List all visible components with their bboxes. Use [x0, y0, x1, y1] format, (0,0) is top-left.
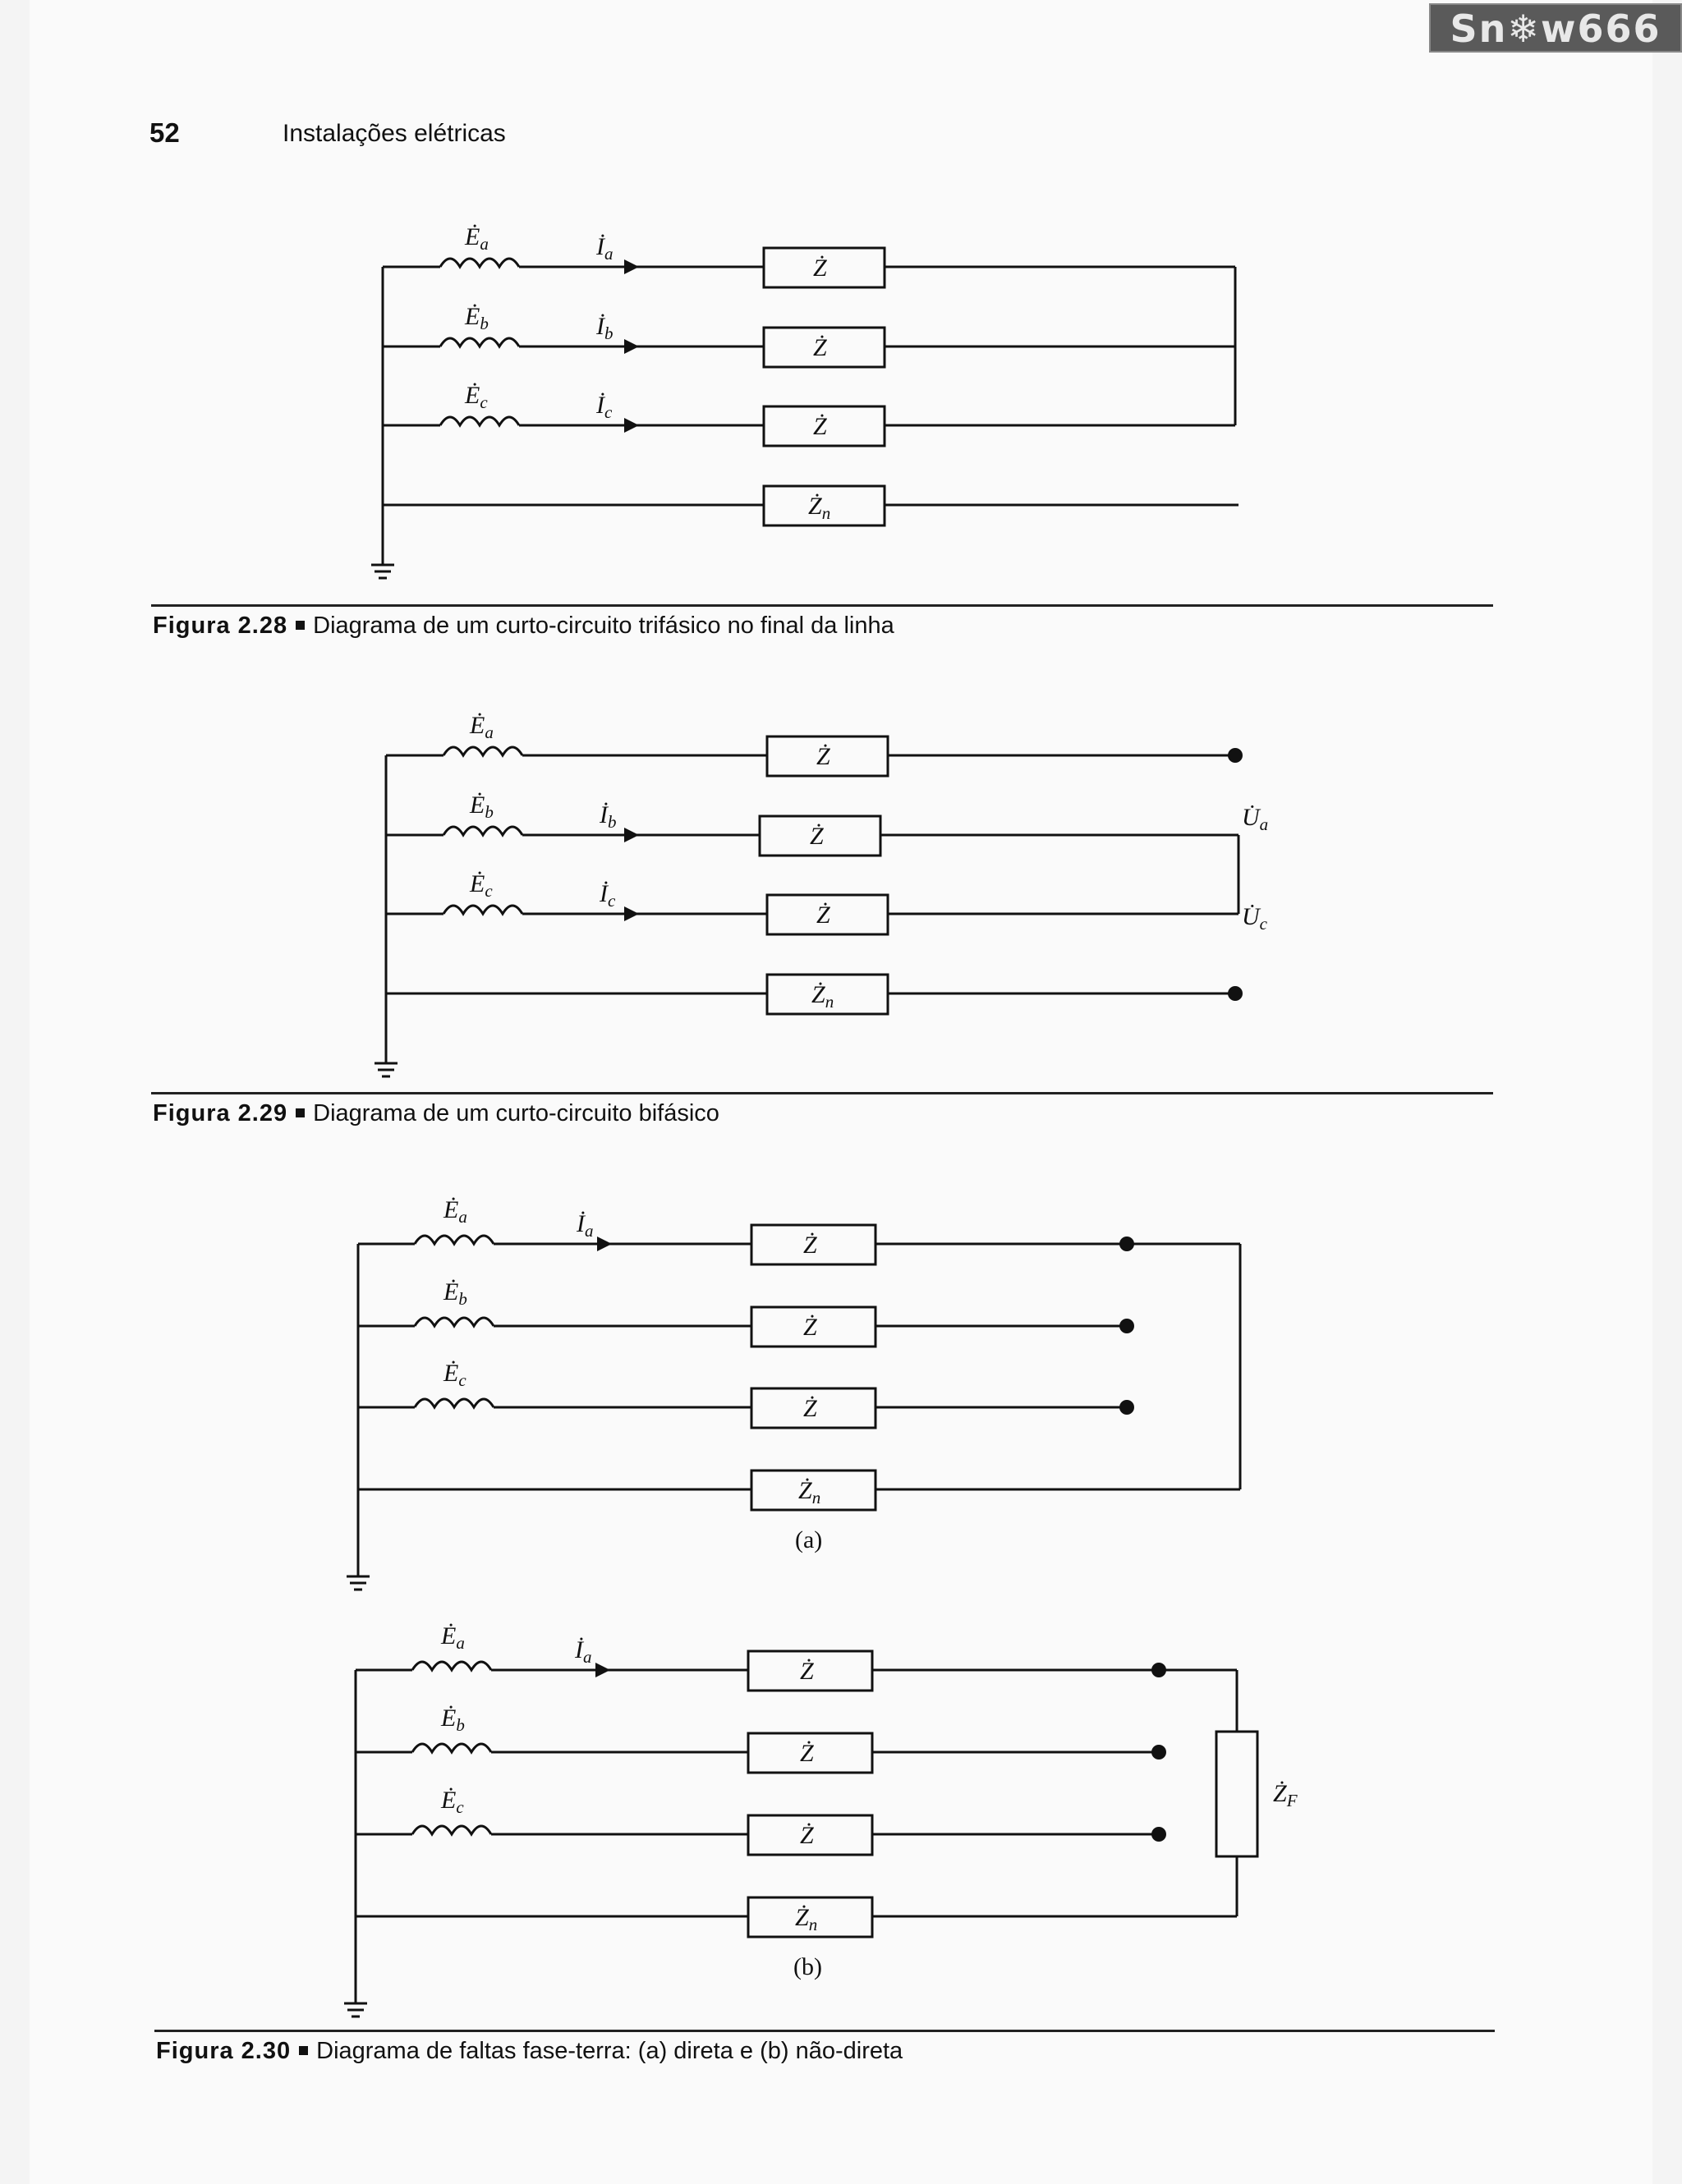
svg-text:Ėb: $Ė_b$	[441, 1705, 465, 1735]
current-arrow-ia-2-30b	[595, 1663, 610, 1677]
svg-text:Ėb: $Ė_b$	[465, 303, 489, 333]
figure-caption-text: Diagrama de um curto-circuito bifásico	[313, 1100, 719, 1126]
current-arrow-ia-2-30a	[597, 1237, 612, 1251]
figure-number: Figura 2.29	[153, 1100, 288, 1126]
terminal-dot	[1228, 986, 1243, 1001]
caption-rule	[154, 2030, 1495, 2032]
svg-text:İc: $İ_c$	[600, 880, 616, 911]
svg-text:Ż: Ż	[803, 1232, 817, 1259]
figure-2-28-caption	[153, 613, 894, 640]
current-arrow-ib-2-28	[624, 339, 639, 354]
svg-text:Ż: Ż	[803, 1395, 817, 1422]
bullet-separator	[296, 621, 305, 630]
svg-text:Żn: $Ż_n$	[811, 981, 834, 1012]
svg-text:İa: $İ_a$	[577, 1210, 594, 1241]
watermark-logo: Sn❄w666	[1429, 3, 1682, 53]
figure-caption-text: Diagrama de um curto-circuito trifásico no final da linha	[313, 613, 894, 639]
figure-2-30-caption	[156, 2038, 903, 2065]
svg-text:U̇c: $U̇_c$	[1242, 903, 1267, 934]
terminal-dot	[1151, 1745, 1166, 1760]
svg-text:Żn: $Ż_n$	[795, 1904, 818, 1934]
svg-text:Ėa: $Ė_a$	[443, 1196, 467, 1227]
svg-text:Ż: Ż	[813, 334, 827, 361]
running-head: Instalações elétricas	[283, 120, 506, 147]
svg-text:Ż: Ż	[800, 1822, 814, 1849]
bullet-separator	[296, 1108, 305, 1117]
current-arrow-ia-2-28	[624, 259, 639, 274]
svg-text:Ėa: $Ė_a$	[465, 223, 489, 254]
page-number: 52	[149, 117, 180, 148]
svg-text:Ėb: $Ė_b$	[470, 791, 494, 822]
label-E: Ė	[465, 223, 480, 250]
svg-text:Ėa: $Ė_a$	[470, 712, 494, 742]
svg-text:Ėc: $Ė_c$	[465, 382, 488, 412]
svg-text:Ėc: $Ė_c$	[470, 870, 493, 901]
terminal-dot	[1119, 1400, 1134, 1415]
svg-text:İa: $İ_a$	[575, 1636, 592, 1667]
svg-text:Ż: Ż	[813, 413, 827, 440]
terminal-dot	[1228, 748, 1243, 763]
svg-text:Ėb: $Ė_b$	[443, 1278, 467, 1309]
caption-rule	[151, 1092, 1493, 1094]
svg-text:Ż: Ż	[816, 743, 830, 770]
figure-2-29-caption	[153, 1100, 719, 1127]
svg-text:İb: $İ_b$	[600, 801, 617, 832]
svg-text:İc: $İ_c$	[596, 392, 613, 422]
sub-label-a: (a)	[795, 1526, 823, 1553]
current-arrow-ib-2-29	[624, 828, 639, 842]
terminal-dot	[1119, 1237, 1134, 1251]
figure-caption-text: Diagrama de faltas fase-terra: (a) direta e (b) não-direta	[316, 2038, 903, 2064]
svg-text:Ż: Ż	[800, 1658, 814, 1685]
svg-text:Żn: $Ż_n$	[808, 493, 831, 523]
current-arrow-ic-2-29	[624, 906, 639, 921]
svg-text:Ż: Ż	[813, 255, 827, 282]
svg-text:Ż: Ż	[816, 902, 830, 929]
svg-text:Ż: Ż	[803, 1314, 817, 1341]
svg-text:İa: $İ_a$	[596, 233, 614, 264]
sub-label-b: (b)	[793, 1953, 822, 1980]
svg-text:Ėc: $Ė_c$	[441, 1787, 464, 1817]
svg-text:Ėc: $Ė_c$	[443, 1360, 466, 1390]
terminal-dot	[1151, 1827, 1166, 1842]
svg-text:İb: $İ_b$	[596, 313, 614, 343]
figure-number: Figura 2.28	[153, 613, 288, 639]
figure-number: Figura 2.30	[156, 2038, 292, 2064]
svg-text:U̇a: $U̇_a$	[1242, 804, 1269, 834]
current-arrow-ic-2-28	[624, 418, 639, 433]
svg-text:Ż: Ż	[810, 823, 824, 850]
terminal-dot	[1119, 1319, 1134, 1333]
svg-text:Ėa: $Ė_a$	[441, 1622, 465, 1653]
svg-text:ŻF: $Ż_F$	[1273, 1780, 1298, 1810]
svg-text:Ż: Ż	[800, 1740, 814, 1767]
terminal-dot	[1151, 1663, 1166, 1677]
bullet-separator	[299, 2046, 308, 2055]
svg-text:Żn: $Ż_n$	[798, 1477, 821, 1507]
caption-rule	[151, 604, 1493, 607]
